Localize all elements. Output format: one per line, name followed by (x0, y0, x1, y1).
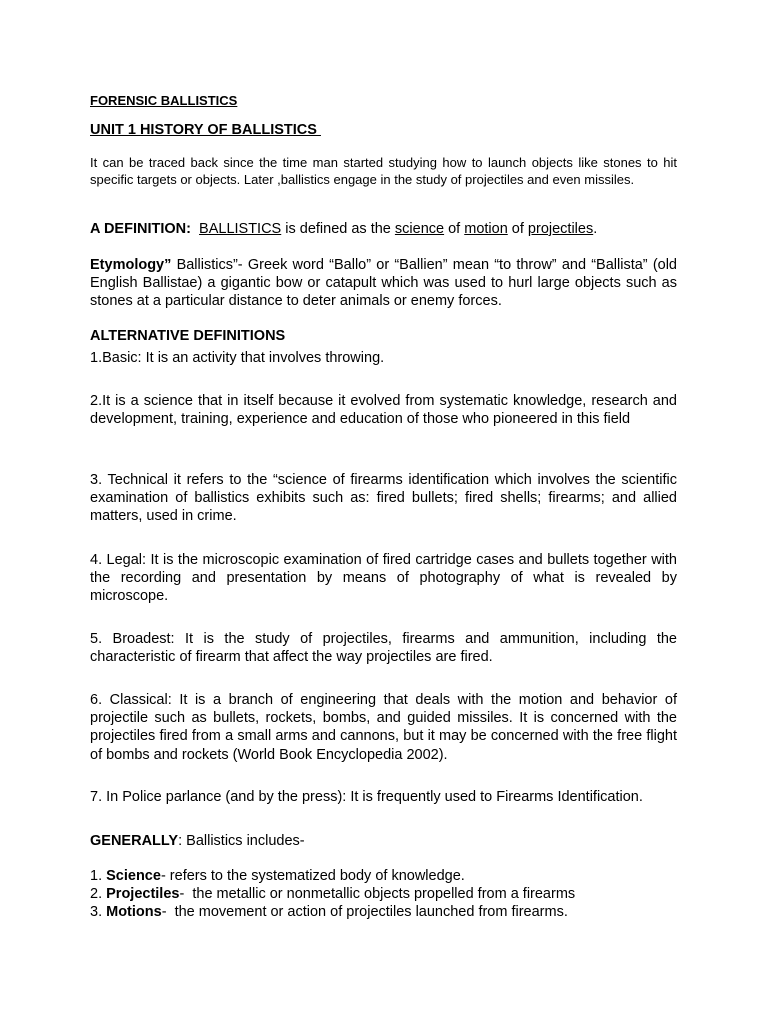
list-item-text: - the movement or action of projectiles launched from firearms. (161, 904, 568, 921)
list-item-term: Science (106, 868, 161, 884)
etymology-paragraph (90, 256, 677, 311)
alternative-definition-2: 2.It is a science that in itself because it evolved from systematic knowledge, research and development, training, experience and education of those who pioneered in this field (90, 393, 677, 428)
etymology-label: Etymology” (90, 257, 172, 273)
definition-term: BALLISTICS (199, 221, 282, 237)
list-item-text: - refers to the systematized body of knowledge. (160, 868, 465, 884)
definition-word-projectiles: projectiles (527, 221, 594, 237)
definition-label: A DEFINITION: (90, 221, 191, 237)
alternative-definition-5: 5. Broadest: It is the study of projectiles, firearms and ammunition, including the characteristic of firearm that affect the way projectiles are fired. (90, 631, 677, 666)
definition-paragraph (90, 220, 677, 238)
includes-list (90, 867, 677, 922)
list-item-number: 2. (90, 886, 107, 903)
generally-label: GENERALLY (90, 833, 179, 849)
generally-text: : Ballistics includes- (178, 833, 305, 849)
alternative-definitions-heading: ALTERNATIVE DEFINITIONS (90, 328, 286, 344)
list-item-number: 3. (90, 904, 107, 921)
definition-gap (191, 221, 199, 237)
definition-word-motion: motion (464, 221, 508, 237)
alternative-definition-3: 3. Technical it refers to the “science of firearms identification which involves the scientific examination of ballistics exhibits such as: fired bullets; fired shells; firearms; and allied matters, used in crime. (90, 472, 677, 525)
list-item-text: - the metallic or nonmetallic objects propelled from a firearms (179, 886, 576, 903)
list-item-number: 1. (90, 868, 107, 884)
document-title: FORENSIC BALLISTICS (90, 93, 238, 108)
definition-word-science: science (394, 221, 445, 237)
definition-text-1: is defined as the (281, 221, 395, 237)
alternative-definition-4: 4. Legal: It is the microscopic examination of fired cartridge cases and bullets together with the recording and presentation by means of photography of what is revealed by microscope. (90, 552, 677, 605)
list-item-term: Motions (106, 904, 162, 921)
generally-paragraph (90, 832, 677, 850)
list-item (90, 885, 677, 903)
definition-text-3: of (507, 221, 528, 237)
list-item (90, 903, 677, 921)
alternative-definition-6: 6. Classical: It is a branch of engineering that deals with the motion and behavior of projectile such as bullets, rockets, bombs, and guided missiles. It is concerned with the projectiles fired from a small arms and cannons, but it may be concerned with the free flight of bombs and rockets (World Book Encyclopedia 2002). (90, 692, 677, 763)
definition-text-4: . (593, 221, 598, 237)
intro-paragraph: It can be traced back since the time man started studying how to launch objects like stones to hit specific targets or objects. Later ,ballistics engage in the study of projectiles and even missiles. (90, 155, 677, 187)
list-item (90, 867, 677, 885)
alternative-definition-7: 7. In Police parlance (and by the press): It is frequently used to Firearms Identification. (90, 789, 643, 805)
unit-heading: UNIT 1 HISTORY OF BALLISTICS (90, 122, 321, 138)
list-item-term: Projectiles (106, 886, 180, 903)
etymology-text: Ballistics”- Greek word “Ballo” or “Ballien” mean “to throw” and “Ballista” (old English Ballistae) a gigantic bow or catapult which was used to hurl large objects such as stones at a particular distance to deter animals or enemy forces. (90, 257, 677, 310)
definition-text-2: of (444, 221, 465, 237)
alternative-definition-1: 1.Basic: It is an activity that involves throwing. (90, 350, 385, 366)
